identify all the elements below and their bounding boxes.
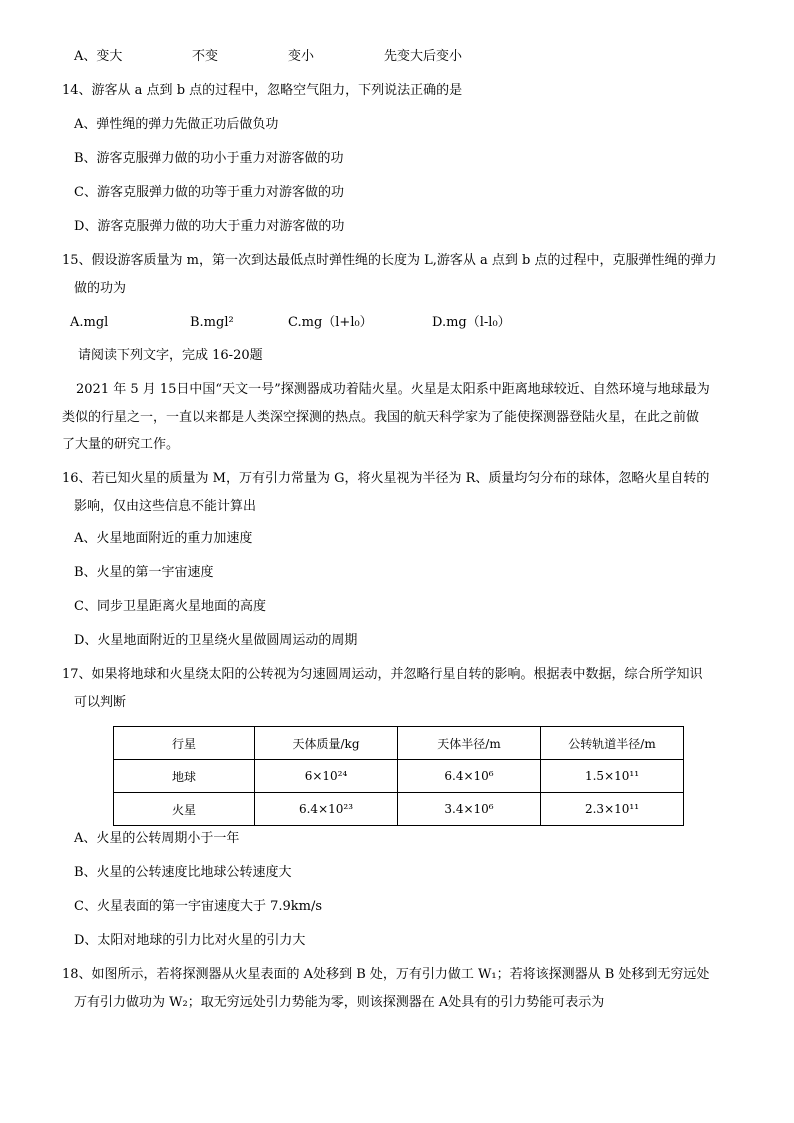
table-cell: 地球 xyxy=(114,760,255,793)
q15-option-b: B.mgl² xyxy=(190,315,234,330)
q15-option-d: D.mg（l-l₀） xyxy=(432,315,511,330)
q13-option-c: 变小 xyxy=(288,49,315,64)
table-cell: 火星 xyxy=(114,793,255,826)
q16-option-c: C、同步卫星距离火星地面的高度 xyxy=(74,599,266,614)
table-cell: 6.4×10⁶ xyxy=(398,760,541,793)
q14-option-d: D、游客克服弹力做的功大于重力对游客做的功 xyxy=(74,219,345,234)
q13-option-d: 先变大后变小 xyxy=(384,49,463,64)
q16-option-b: B、火星的第一宇宙速度 xyxy=(74,565,214,580)
q14-option-c: C、游客克服弹力做的功等于重力对游客做的功 xyxy=(74,185,344,200)
reading-instruction: 请阅读下列文字，完成 16-20题 xyxy=(78,348,263,363)
q15-option-c: C.mg（l+l₀） xyxy=(288,315,373,330)
table-row xyxy=(114,793,684,826)
q13-option-a: A、变大 xyxy=(74,49,123,64)
q17-stem-line2: 可以判断 xyxy=(74,695,127,710)
q15-stem-line1: 15、假设游客质量为 m，第一次到达最低点时弹性绳的长度为 L,游客从 a 点到 b 点的过程中，克服弹性绳的弹力 xyxy=(62,253,717,268)
reading-para-line1: 2021 年 5 月 15日中国“天文一号”探测器成功着陆火星。火星是太阳系中距离地球较近、自然环境与地球最为 xyxy=(76,382,710,397)
q16-option-d: D、火星地面附近的卫星绕火星做圆周运动的周期 xyxy=(74,633,358,648)
q18-stem-line2: 万有引力做功为 W₂；取无穷远处引力势能为零，则该探测器在 A处具有的引力势能可表示为 xyxy=(74,995,605,1010)
q17-option-c: C、火星表面的第一宇宙速度大于 7.9km/s xyxy=(74,899,323,914)
planet-data-table xyxy=(113,726,684,826)
table-cell: 1.5×10¹¹ xyxy=(541,760,684,793)
table-header-cell: 天体半径/m xyxy=(398,727,541,760)
q14-option-a: A、弹性绳的弹力先做正功后做负功 xyxy=(74,117,279,132)
q15-option-a: A.mgl xyxy=(70,315,109,330)
table-header-cell: 公转轨道半径/m xyxy=(541,727,684,760)
table-row xyxy=(114,760,684,793)
q16-stem-line1: 16、若已知火星的质量为 M，万有引力常量为 G，将火星视为半径为 R、质量均匀分布的球体，忽略火星自转的 xyxy=(62,471,710,486)
q16-stem-line2: 影响，仅由这些信息不能计算出 xyxy=(74,499,257,514)
reading-para-line3: 了大量的研究工作。 xyxy=(62,437,180,452)
table-cell: 2.3×10¹¹ xyxy=(541,793,684,826)
table-cell: 3.4×10⁶ xyxy=(398,793,541,826)
q15-stem-line2: 做的功为 xyxy=(74,281,127,296)
q13-option-b: 不变 xyxy=(192,49,219,64)
table-cell: 6×10²⁴ xyxy=(255,760,398,793)
q16-option-a: A、火星地面附近的重力加速度 xyxy=(74,531,253,546)
q18-stem-line1: 18、如图所示，若将探测器从火星表面的 A处移到 B 处，万有引力做工 W₁；若将该探测器从 B 处移到无穷远处 xyxy=(62,967,710,982)
q17-stem-line1: 17、如果将地球和火星绕太阳的公转视为匀速圆周运动，并忽略行星自转的影响。根据表中数据，综合所学知识 xyxy=(62,667,703,682)
table-header-row xyxy=(114,727,684,760)
q17-option-a: A、火星的公转周期小于一年 xyxy=(74,831,240,846)
reading-para-line2: 类似的行星之一，一直以来都是人类深空探测的热点。我国的航天科学家为了能使探测器登陆火星，在此之前做 xyxy=(62,410,700,425)
table-cell: 6.4×10²³ xyxy=(255,793,398,826)
q17-option-d: D、太阳对地球的引力比对火星的引力大 xyxy=(74,933,306,948)
table-header-cell: 天体质量/kg xyxy=(255,727,398,760)
q17-option-b: B、火星的公转速度比地球公转速度大 xyxy=(74,865,292,880)
table-header-cell: 行星 xyxy=(114,727,255,760)
q14-option-b: B、游客克服弹力做的功小于重力对游客做的功 xyxy=(74,151,344,166)
q14-stem: 14、游客从 a 点到 b 点的过程中，忽略空气阻力，下列说法正确的是 xyxy=(62,83,463,98)
